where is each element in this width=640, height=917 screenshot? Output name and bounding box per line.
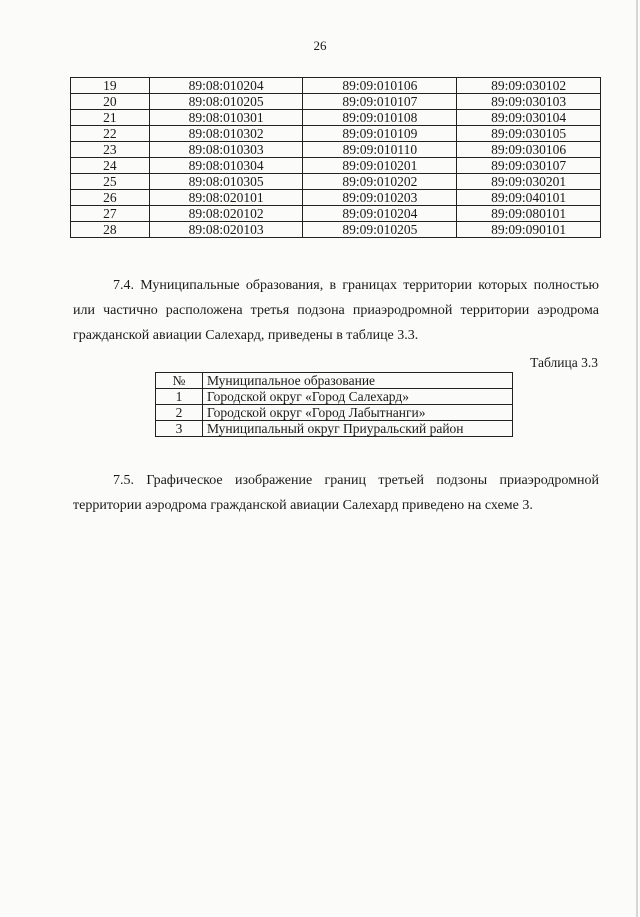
- table-row: [71, 206, 601, 222]
- table-row: [71, 142, 601, 158]
- table-row: [71, 158, 601, 174]
- table-caption: Таблица 3.3: [530, 355, 598, 370]
- cadastral-number-cell: 89:08:020103: [149, 222, 303, 238]
- table-row: [71, 78, 601, 94]
- table-row: [156, 421, 513, 437]
- cadastral-number-cell: 89:08:010301: [149, 110, 303, 126]
- cadastral-number-cell: 89:09:030103: [457, 94, 601, 110]
- table-row: [156, 405, 513, 421]
- row-municipality: Городской округ «Город Лабытнанги»: [203, 405, 513, 421]
- cadastral-number-cell: 89:08:010304: [149, 158, 303, 174]
- row-number: 26: [71, 190, 150, 206]
- row-number: 27: [71, 206, 150, 222]
- cadastral-number-cell: 89:08:010205: [149, 94, 303, 110]
- scan-edge: [636, 0, 638, 917]
- cadastral-number-cell: 89:09:030201: [457, 174, 601, 190]
- cadastral-number-cell: 89:09:010110: [303, 142, 457, 158]
- table-row: [71, 94, 601, 110]
- cadastral-number-cell: 89:09:010202: [303, 174, 457, 190]
- cadastral-number-cell: 89:09:010204: [303, 206, 457, 222]
- cadastral-number-cell: 89:08:010302: [149, 126, 303, 142]
- table-row: [71, 222, 601, 238]
- table-header-row: [156, 373, 513, 389]
- row-number: 19: [71, 78, 150, 94]
- table-row: [156, 389, 513, 405]
- cadastral-number-cell: 89:09:080101: [457, 206, 601, 222]
- cadastral-number-cell: 89:09:030102: [457, 78, 601, 94]
- cadastral-number-cell: 89:09:030105: [457, 126, 601, 142]
- cadastral-number-cell: 89:09:090101: [457, 222, 601, 238]
- row-number: 3: [156, 421, 203, 437]
- row-number: 2: [156, 405, 203, 421]
- row-number: 21: [71, 110, 150, 126]
- cadastral-number-cell: 89:09:010203: [303, 190, 457, 206]
- cadastral-number-cell: 89:08:020102: [149, 206, 303, 222]
- cadastral-number-cell: 89:09:030106: [457, 142, 601, 158]
- table-row: [71, 190, 601, 206]
- row-number: 1: [156, 389, 203, 405]
- cadastral-number-cell: 89:09:030107: [457, 158, 601, 174]
- row-number: 20: [71, 94, 150, 110]
- page-number: 26: [313, 38, 327, 53]
- table-row: [71, 110, 601, 126]
- paragraph-7-5: 7.5. Графическое изображение границ третьей подзоны приаэродромной территории аэродрома гражданской авиации Салехард приведено на схеме 3.: [73, 473, 599, 513]
- header-municipality: Муниципальное образование: [203, 373, 513, 389]
- header-number: №: [156, 373, 203, 389]
- cadastral-number-cell: 89:09:010108: [303, 110, 457, 126]
- row-number: 23: [71, 142, 150, 158]
- table-row: [71, 126, 601, 142]
- municipalities-table: [155, 372, 513, 437]
- cadastral-number-cell: 89:09:010107: [303, 94, 457, 110]
- row-number: 22: [71, 126, 150, 142]
- cadastral-number-cell: 89:09:010201: [303, 158, 457, 174]
- row-number: 25: [71, 174, 150, 190]
- cadastral-number-cell: 89:09:010106: [303, 78, 457, 94]
- cadastral-number-cell: 89:08:020101: [149, 190, 303, 206]
- cadastral-number-cell: 89:08:010303: [149, 142, 303, 158]
- cadastral-table: [70, 77, 601, 238]
- paragraph-7-4: 7.4. Муниципальные образования, в границах территории которых полностью или частично расположена третья подзона приаэродромной территории аэродрома гражданской авиации Салехард, приведены в таблице 3.3.: [73, 278, 599, 343]
- row-number: 24: [71, 158, 150, 174]
- row-municipality: Муниципальный округ Приуральский район: [203, 421, 513, 437]
- cadastral-number-cell: 89:09:040101: [457, 190, 601, 206]
- cadastral-number-cell: 89:09:010109: [303, 126, 457, 142]
- cadastral-number-cell: 89:08:010204: [149, 78, 303, 94]
- cadastral-number-cell: 89:09:030104: [457, 110, 601, 126]
- row-number: 28: [71, 222, 150, 238]
- cadastral-number-cell: 89:08:010305: [149, 174, 303, 190]
- table-row: [71, 174, 601, 190]
- cadastral-number-cell: 89:09:010205: [303, 222, 457, 238]
- row-municipality: Городской округ «Город Салехард»: [203, 389, 513, 405]
